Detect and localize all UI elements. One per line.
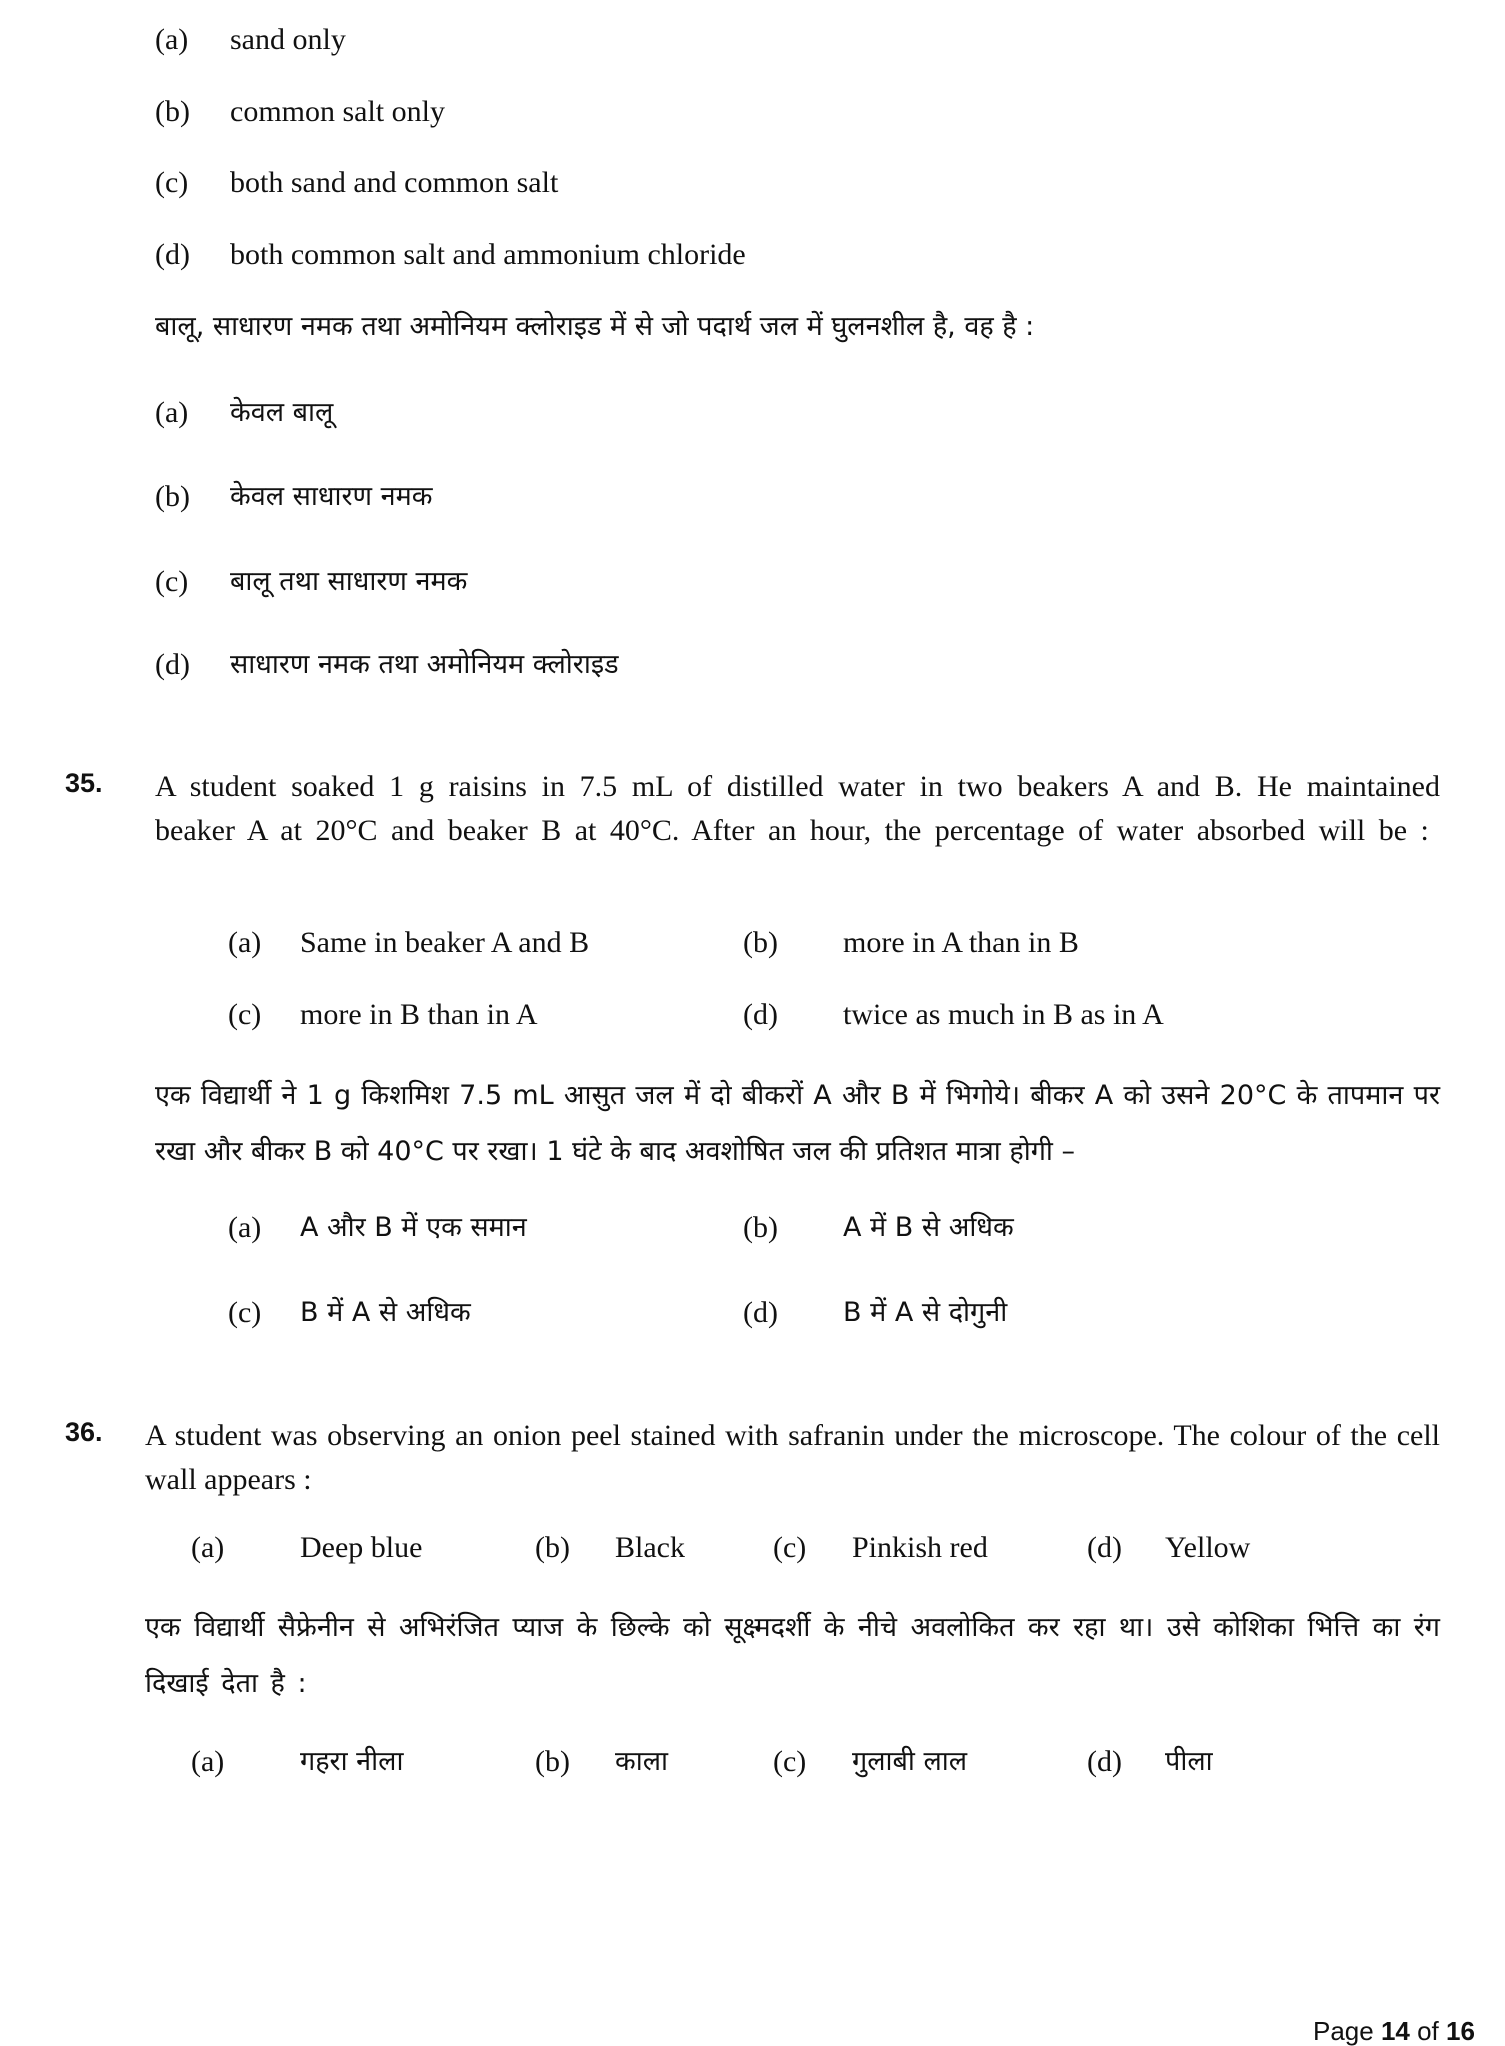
option-text: more in B than in A (300, 998, 538, 1031)
option-text: Yellow (1165, 1531, 1251, 1564)
footer-page-number: 14 (1380, 2016, 1410, 2046)
option-text: common salt only (230, 95, 445, 128)
option-label: (b) (535, 1745, 570, 1778)
option-label: (a) (228, 1211, 262, 1244)
option-text: केवल साधारण नमक (230, 481, 433, 512)
option-text: B में A से अधिक (300, 1297, 471, 1328)
option-text: A में B से अधिक (843, 1212, 1014, 1243)
option-label: (a) (155, 23, 189, 56)
option-text: Deep blue (300, 1531, 423, 1564)
option-text: sand only (230, 23, 346, 56)
option-text: गुलाबी लाल (852, 1746, 968, 1777)
option-label: (d) (155, 648, 190, 681)
option-label: (b) (155, 480, 190, 513)
option-text: साधारण नमक तथा अमोनियम क्लोराइड (230, 649, 619, 680)
option-label: (d) (155, 238, 190, 271)
q35-stem-hi: एक विद्यार्थी ने 1 g किशमिश 7.5 mL आसुत जल में दो बीकरों A और B में भिगोये। बीकर A को उसने 20°C के तापमान पर रखा और बीकर B को 40°C पर रखा। 1 घंटे के बाद अवशोषित जल की प्रतिशत मात्रा होगी – (155, 1080, 1440, 1167)
option-label: (c) (155, 565, 189, 598)
question-number: 36. (65, 1417, 103, 1447)
q36-stem-en: A student was observing an onion peel stained with safranin under the microscope. The colour of the cell wall appears : (145, 1419, 1440, 1496)
q34-stem-hi: बालू, साधारण नमक तथा अमोनियम क्लोराइड में से जो पदार्थ जल में घुलनशील है, वह है : (155, 311, 1035, 342)
option-text: Pinkish red (852, 1531, 988, 1564)
option-label: (a) (191, 1745, 225, 1778)
option-label: (d) (1087, 1745, 1122, 1778)
option-label: (a) (191, 1531, 225, 1564)
option-label: (b) (743, 1211, 778, 1244)
option-label: (c) (155, 166, 189, 199)
option-label: (b) (743, 926, 778, 959)
footer-prefix: Page (1313, 2016, 1381, 2046)
option-text: काला (615, 1746, 669, 1777)
option-text: both sand and common salt (230, 166, 559, 199)
option-text: B में A से दोगुनी (843, 1297, 1008, 1328)
option-label: (d) (1087, 1531, 1122, 1564)
option-text: twice as much in B as in A (843, 998, 1164, 1031)
page-footer (1313, 2016, 1475, 2046)
option-text: केवल बालू (230, 397, 334, 428)
option-text: Black (615, 1531, 685, 1564)
option-text: गहरा नीला (300, 1746, 404, 1777)
q35-stem-en: A student soaked 1 g raisins in 7.5 mL of distilled water in two beakers A and B. He maintained beaker A at 20°C and beaker B at 40°C. After an hour, the percentage of water absorbed will be : (155, 770, 1440, 847)
footer-of: of (1409, 2016, 1447, 2046)
option-label: (b) (535, 1531, 570, 1564)
option-label: (c) (773, 1531, 807, 1564)
option-label: (b) (155, 95, 190, 128)
question-number: 35. (65, 768, 103, 798)
option-label: (d) (743, 998, 778, 1031)
option-label: (d) (743, 1296, 778, 1329)
option-label: (a) (228, 926, 262, 959)
option-text: Same in beaker A and B (300, 926, 590, 959)
option-label: (a) (155, 396, 189, 429)
option-text: both common salt and ammonium chloride (230, 238, 746, 271)
footer-total-pages: 16 (1446, 2016, 1475, 2046)
option-label: (c) (228, 998, 262, 1031)
option-text: पीला (1165, 1746, 1213, 1777)
option-text: A और B में एक समान (300, 1212, 527, 1243)
option-label: (c) (773, 1745, 807, 1778)
q36-stem-hi: एक विद्यार्थी सैफ्रेनीन से अभिरंजित प्याज के छिल्के को सूक्ष्मदर्शी के नीचे अवलोकित कर रहा था। उसे कोशिका भित्ति का रंग दिखाई देता है : (145, 1612, 1440, 1699)
option-text: more in A than in B (843, 926, 1079, 959)
option-label: (c) (228, 1296, 262, 1329)
option-text: बालू तथा साधारण नमक (230, 566, 468, 597)
